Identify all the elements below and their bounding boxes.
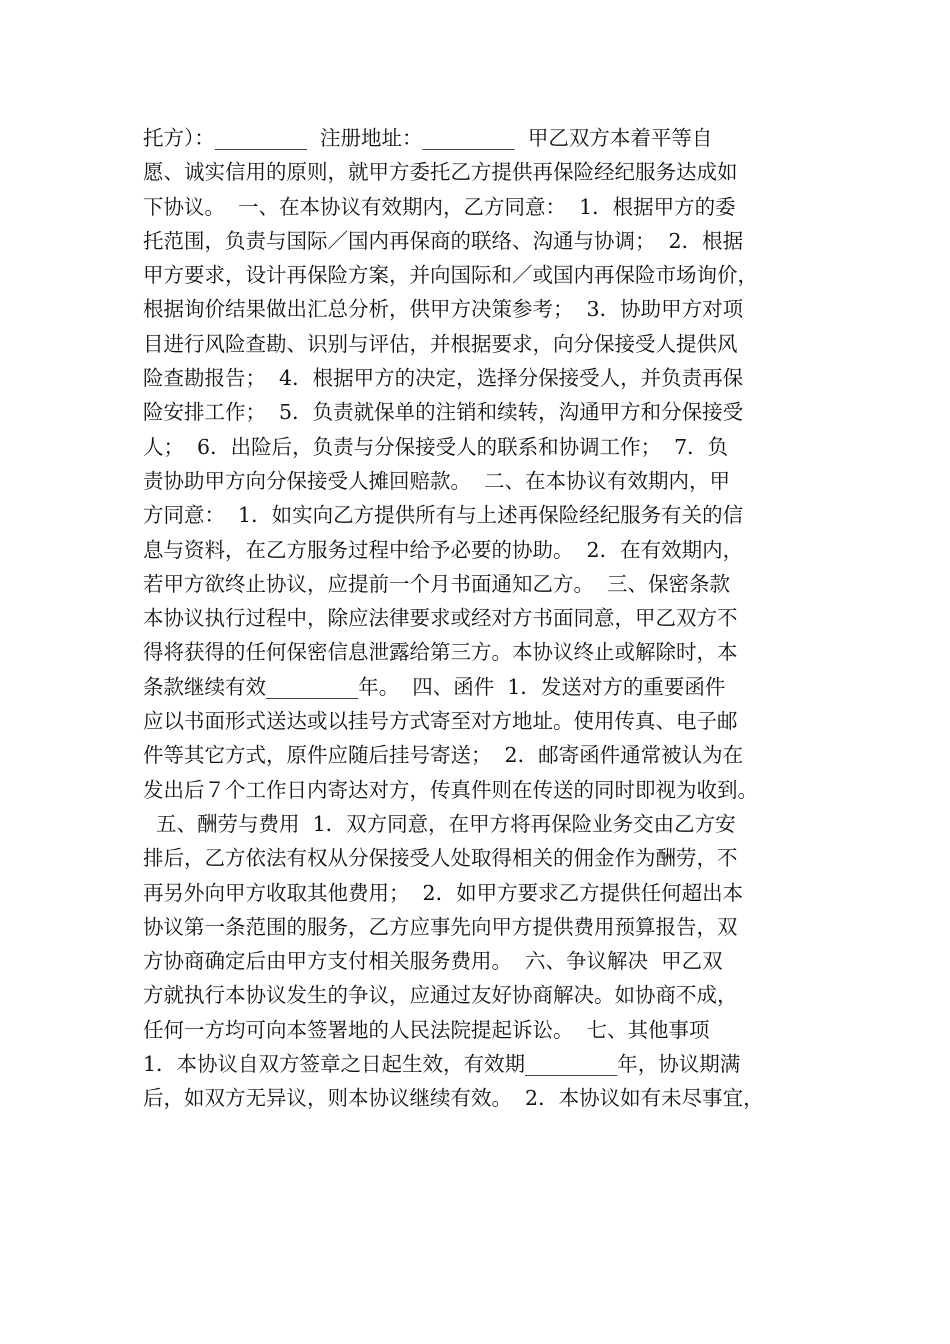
text-line-8: 险查勘报告； 4．根据甲方的决定，选择分保接受人，并负责再保: [143, 366, 744, 391]
text-line-20: 发出后７个工作日内寄达对方，传真件则在传送的同时即视为收到。: [143, 777, 758, 802]
text-line-4: 托范围，负责与国际／国内再保商的联络、沟通与协调； 2．根据: [143, 228, 744, 253]
agreement-body-text: [143, 121, 823, 1116]
text-line-17: 条款继续有效_________年。 四、函件 1．发送对方的重要函件: [143, 674, 726, 699]
text-line-26: 方就执行本协议发生的争议，应通过友好协商解决。如协商不成，: [143, 983, 738, 1008]
text-line-10: 人； 6．出险后，负责与分保接受人的联系和协调工作； 7．负: [143, 434, 729, 459]
text-line-22: 排后，乙方依法有权从分保接受人处取得相关的佣金作为酬劳，不: [143, 846, 738, 871]
text-line-3: 下协议。 一、在本协议有效期内，乙方同意： 1．根据甲方的委: [143, 194, 736, 219]
text-line-9: 险安排工作； 5．负责就保单的注销和续转，沟通甲方和分保接受: [143, 400, 744, 425]
text-line-6: 根据询价结果做出汇总分析，供甲方决策参考； 3．协助甲方对项: [143, 297, 744, 322]
text-line-21: 五、酬劳与费用 1．双方同意，在甲方将再保险业务交由乙方安: [143, 811, 736, 836]
text-line-11: 责协助甲方向分保接受人摊回赔款。 二、在本协议有效期内，甲: [143, 468, 731, 493]
text-line-14: 若甲方欲终止协议，应提前一个月书面通知乙方。 三、保密条款: [143, 571, 731, 596]
text-line-12: 方同意： 1．如实向乙方提供所有与上述再保险经纪服务有关的信: [143, 503, 744, 528]
text-line-16: 得将获得的任何保密信息泄露给第三方。本协议终止或解除时，本: [143, 640, 738, 665]
text-line-27: 任何一方均可向本签署地的人民法院提起诉讼。 七、其他事项: [143, 1017, 710, 1042]
text-line-15: 本协议执行过程中，除应法律要求或经对方书面同意，甲乙双方不: [143, 606, 738, 631]
text-line-19: 件等其它方式，原件应随后挂号寄送； 2．邮寄函件通常被认为在: [143, 743, 744, 768]
text-line-7: 目进行风险查勘、识别与评估，并根据要求，向分保接受人提供风: [143, 331, 738, 356]
text-line-25: 方协商确定后由甲方支付相关服务费用。 六、争议解决 甲乙双: [143, 949, 723, 974]
text-line-23: 再另外向甲方收取其他费用； 2．如甲方要求乙方提供任何超出本: [143, 880, 744, 905]
text-line-5: 甲方要求，设计再保险方案，并向国际和／或国内再保险市场询价，: [143, 263, 758, 288]
text-line-1: 托方）：_________ 注册地址：_________ 甲乙双方本着平等自: [143, 126, 713, 150]
text-line-29: 后，如双方无异议，则本协议继续有效。 2．本协议如有未尽事宜，: [143, 1086, 764, 1111]
text-line-18: 应以书面形式送达或以挂号方式寄至对方地址。使用传真、电子邮: [143, 709, 738, 734]
text-line-2: 愿、诚实信用的原则，就甲方委托乙方提供再保险经纪服务达成如: [143, 160, 738, 185]
text-line-28: 1．本协议自双方签章之日起生效，有效期_________年，协议期满: [143, 1052, 741, 1077]
text-line-13: 息与资料，在乙方服务过程中给予必要的协助。 2．在有效期内，: [143, 537, 744, 562]
text-line-24: 协议第一条范围的服务，乙方应事先向甲方提供费用预算报告，双: [143, 914, 738, 939]
